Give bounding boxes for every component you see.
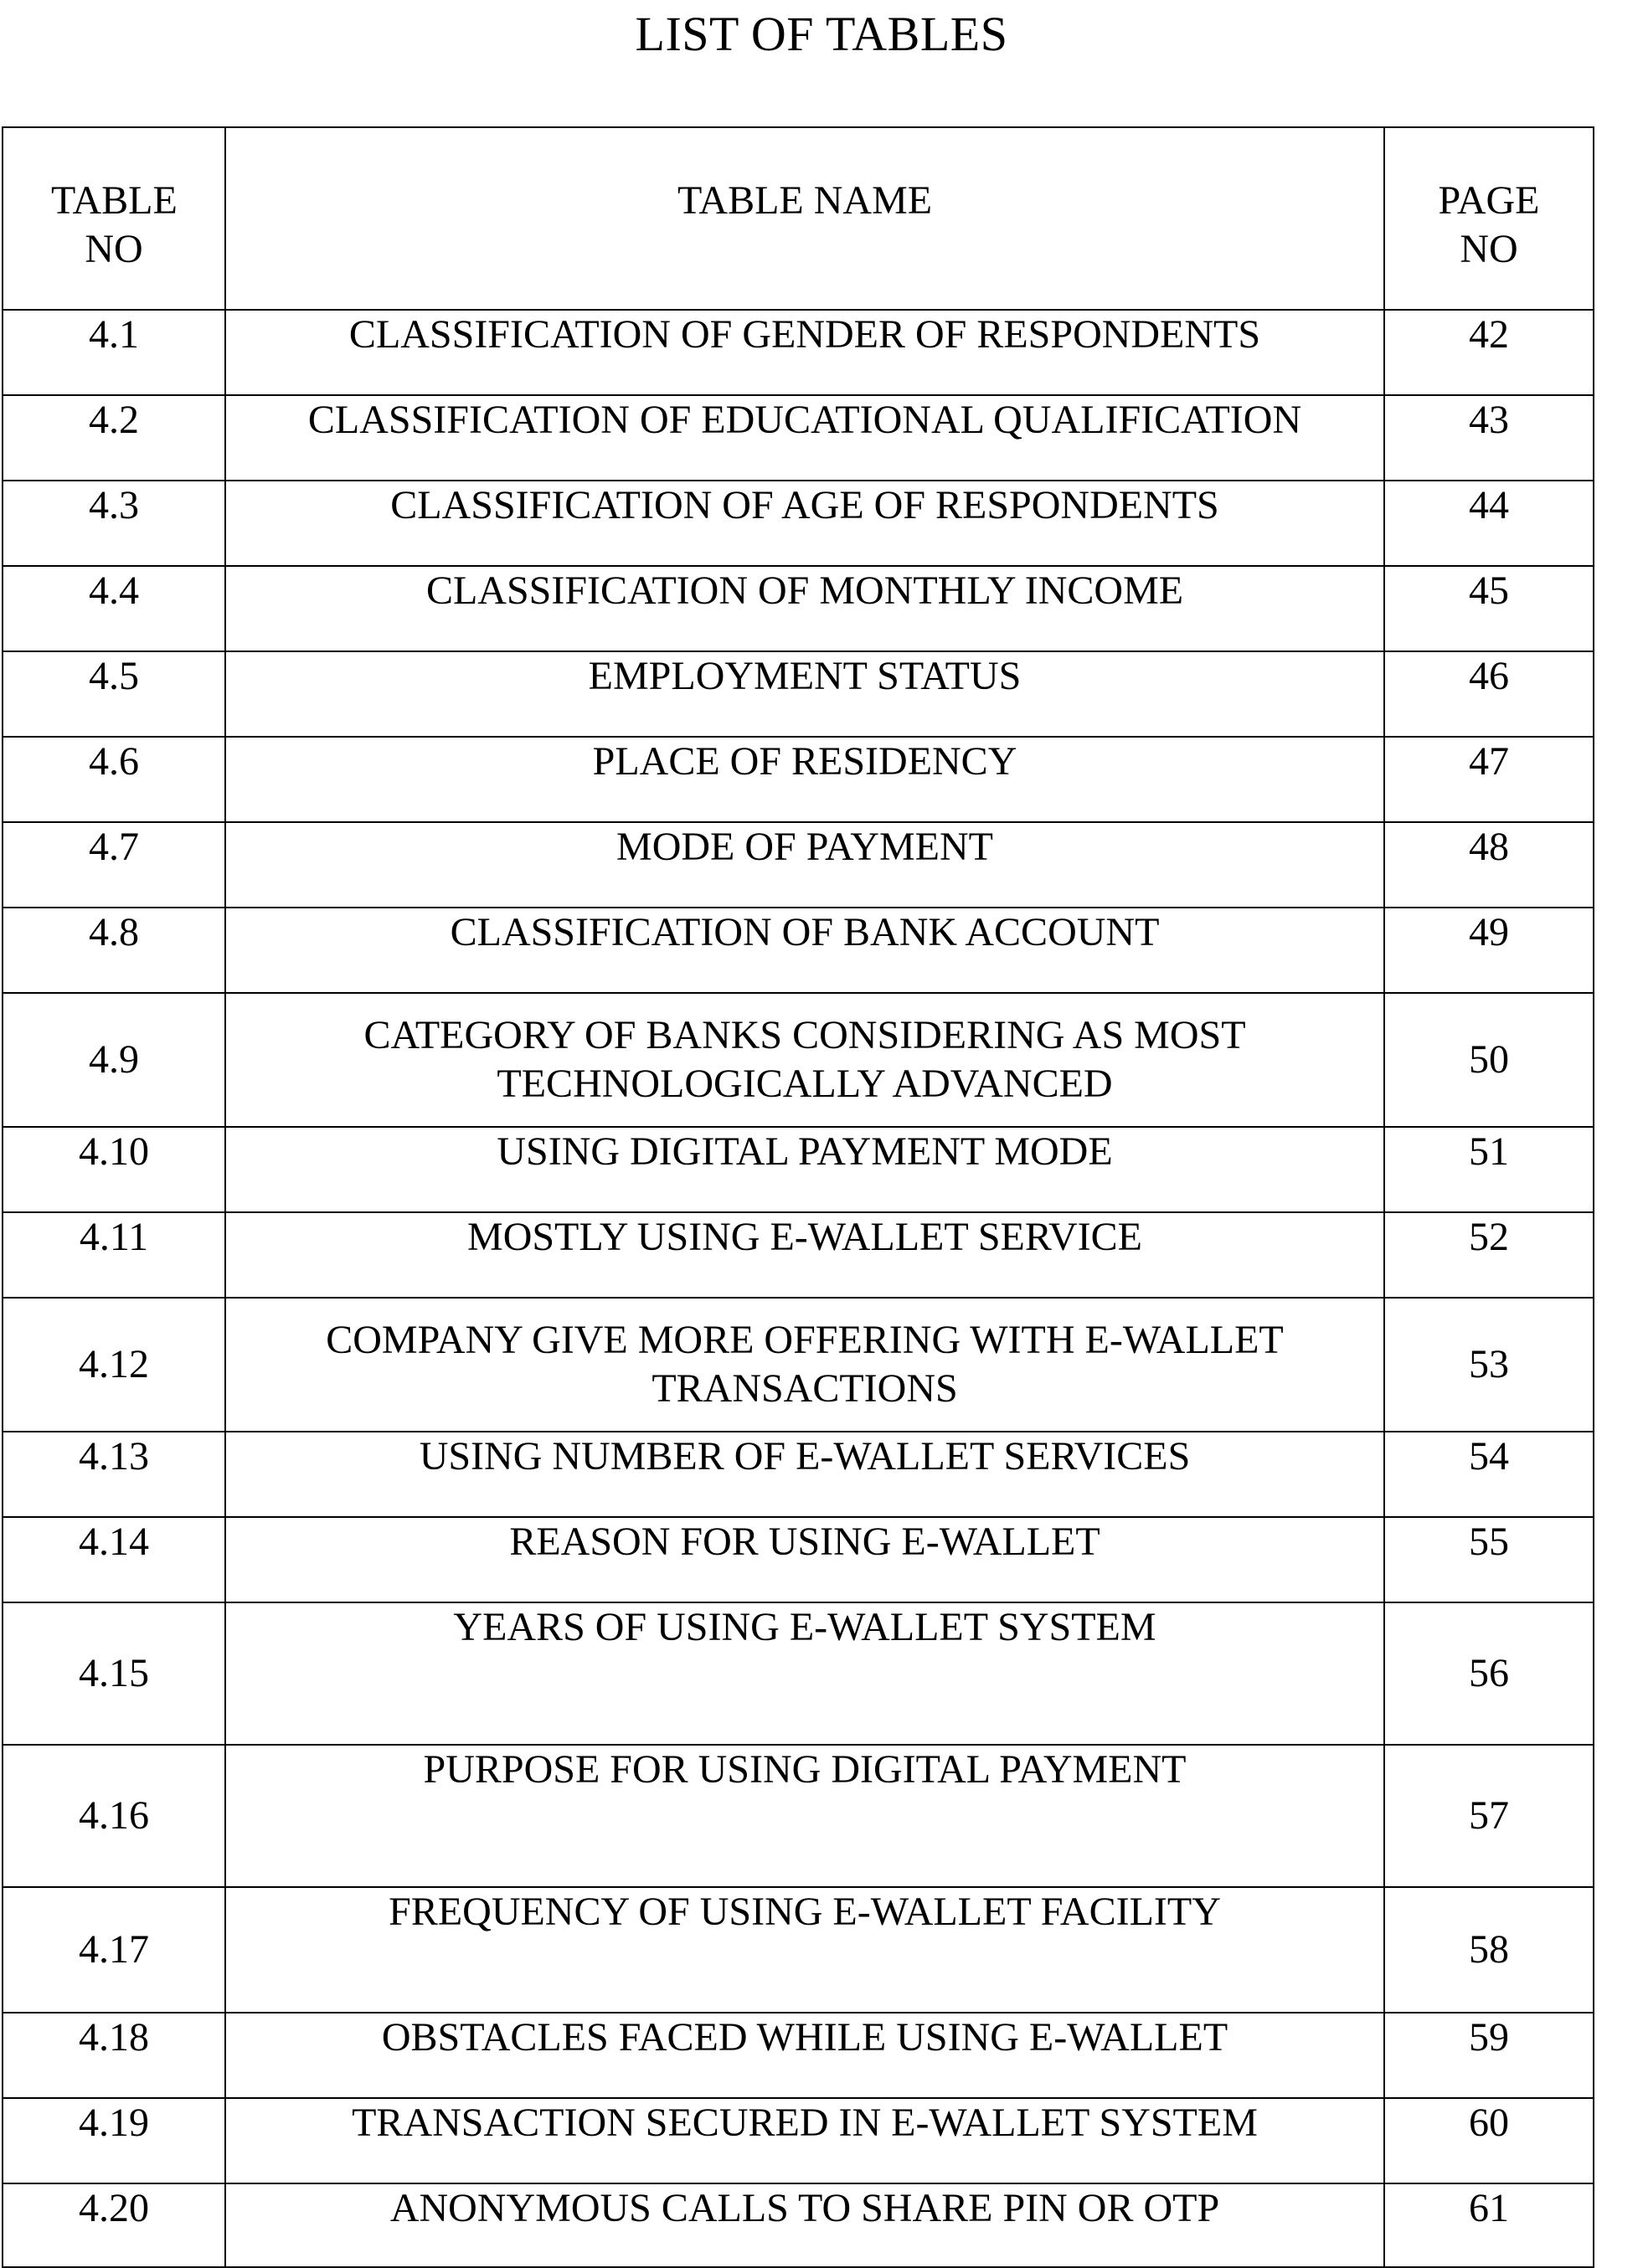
table-no-cell: 4.6 <box>3 737 225 822</box>
table-row <box>3 310 1594 395</box>
table-row <box>3 1127 1594 1212</box>
table-name-cell: CLASSIFICATION OF MONTHLY INCOME <box>225 566 1384 651</box>
table-row <box>3 2183 1594 2267</box>
header-page-no-label: PAGE NO <box>1438 178 1540 271</box>
page-no-cell: 46 <box>1384 651 1594 737</box>
table-no-cell: 4.18 <box>3 2013 225 2098</box>
table-no-cell: 4.10 <box>3 1127 225 1212</box>
header-table-name <box>225 127 1384 310</box>
table-no-cell: 4.19 <box>3 2098 225 2183</box>
page-no-cell: 52 <box>1384 1212 1594 1298</box>
table-name-cell: CLASSIFICATION OF EDUCATIONAL QUALIFICATION <box>225 395 1384 481</box>
page-title: LIST OF TABLES <box>635 7 1008 61</box>
table-row <box>3 651 1594 737</box>
table-no-cell: 4.1 <box>3 310 225 395</box>
page-no-cell: 59 <box>1384 2013 1594 2098</box>
table-name-cell: USING NUMBER OF E-WALLET SERVICES <box>225 1432 1384 1517</box>
table-name-cell: CLASSIFICATION OF BANK ACCOUNT <box>225 908 1384 993</box>
table-name-cell: OBSTACLES FACED WHILE USING E-WALLET <box>225 2013 1384 2098</box>
table-row <box>3 2098 1594 2183</box>
header-table-no-label: TABLE NO <box>51 178 178 271</box>
page-no-cell: 42 <box>1384 310 1594 395</box>
table-no-cell: 4.4 <box>3 566 225 651</box>
table-no-cell: 4.8 <box>3 908 225 993</box>
table-name-cell: PLACE OF RESIDENCY <box>225 737 1384 822</box>
table-row <box>3 1298 1594 1432</box>
page-no-cell: 58 <box>1384 1887 1594 2013</box>
table-no-cell: 4.15 <box>3 1602 225 1745</box>
table-no-cell: 4.11 <box>3 1212 225 1298</box>
page-no-cell: 53 <box>1384 1298 1594 1432</box>
table-no-cell: 4.13 <box>3 1432 225 1517</box>
table-no-cell: 4.7 <box>3 822 225 908</box>
table-row <box>3 395 1594 481</box>
page-no-cell: 44 <box>1384 481 1594 566</box>
table-name-cell: MODE OF PAYMENT <box>225 822 1384 908</box>
table-name-cell: ANONYMOUS CALLS TO SHARE PIN OR OTP <box>225 2183 1384 2267</box>
table-no-cell: 4.5 <box>3 651 225 737</box>
page-no-cell: 49 <box>1384 908 1594 993</box>
table-name-text: COMPANY GIVE MORE OFFERING WITH E-WALLET TRANSACTIONS <box>326 1318 1284 1411</box>
page-no-cell: 54 <box>1384 1432 1594 1517</box>
table-no-cell: 4.17 <box>3 1887 225 2013</box>
page-no-cell: 45 <box>1384 566 1594 651</box>
page-no-cell: 60 <box>1384 2098 1594 2183</box>
table-row <box>3 1745 1594 1887</box>
table-name-cell: EMPLOYMENT STATUS <box>225 651 1384 737</box>
page-no-cell: 48 <box>1384 822 1594 908</box>
table-name-cell <box>225 1298 1384 1432</box>
table-name-cell: YEARS OF USING E-WALLET SYSTEM <box>225 1602 1384 1745</box>
table-row <box>3 1432 1594 1517</box>
table-row <box>3 1602 1594 1745</box>
header-table-no <box>3 127 225 310</box>
table-header-row <box>3 127 1594 310</box>
table-no-cell: 4.3 <box>3 481 225 566</box>
table-no-cell: 4.9 <box>3 993 225 1127</box>
header-table-name-label: TABLE NAME <box>677 178 933 223</box>
table-row <box>3 737 1594 822</box>
page-no-cell: 47 <box>1384 737 1594 822</box>
table-no-cell: 4.14 <box>3 1517 225 1602</box>
table-row <box>3 2013 1594 2098</box>
table-row <box>3 908 1594 993</box>
table-name-cell: MOSTLY USING E-WALLET SERVICE <box>225 1212 1384 1298</box>
table-row <box>3 566 1594 651</box>
table-row <box>3 993 1594 1127</box>
table-name-cell: FREQUENCY OF USING E-WALLET FACILITY <box>225 1887 1384 2013</box>
page-no-cell: 43 <box>1384 395 1594 481</box>
page-no-cell: 51 <box>1384 1127 1594 1212</box>
page-no-cell: 55 <box>1384 1517 1594 1602</box>
table-name-cell: CLASSIFICATION OF GENDER OF RESPONDENTS <box>225 310 1384 395</box>
table-name-cell <box>225 993 1384 1127</box>
table-no-cell: 4.20 <box>3 2183 225 2267</box>
table-name-cell: TRANSACTION SECURED IN E-WALLET SYSTEM <box>225 2098 1384 2183</box>
table-row <box>3 1517 1594 1602</box>
table-row <box>3 1212 1594 1298</box>
page-no-cell: 56 <box>1384 1602 1594 1745</box>
page-no-cell: 61 <box>1384 2183 1594 2267</box>
page-no-cell: 50 <box>1384 993 1594 1127</box>
table-name-cell: REASON FOR USING E-WALLET <box>225 1517 1384 1602</box>
table-no-cell: 4.16 <box>3 1745 225 1887</box>
table-row <box>3 1887 1594 2013</box>
page-no-cell: 57 <box>1384 1745 1594 1887</box>
table-row <box>3 481 1594 566</box>
table-no-cell: 4.12 <box>3 1298 225 1432</box>
table-name-text: CATEGORY OF BANKS CONSIDERING AS MOST TECHNOLOGICALLY ADVANCED <box>363 1013 1246 1106</box>
table-name-cell: CLASSIFICATION OF AGE OF RESPONDENTS <box>225 481 1384 566</box>
table-no-cell: 4.2 <box>3 395 225 481</box>
table-name-cell: USING DIGITAL PAYMENT MODE <box>225 1127 1384 1212</box>
list-of-tables <box>2 126 1594 2268</box>
table-name-cell: PURPOSE FOR USING DIGITAL PAYMENT <box>225 1745 1384 1887</box>
header-page-no <box>1384 127 1594 310</box>
table-row <box>3 822 1594 908</box>
